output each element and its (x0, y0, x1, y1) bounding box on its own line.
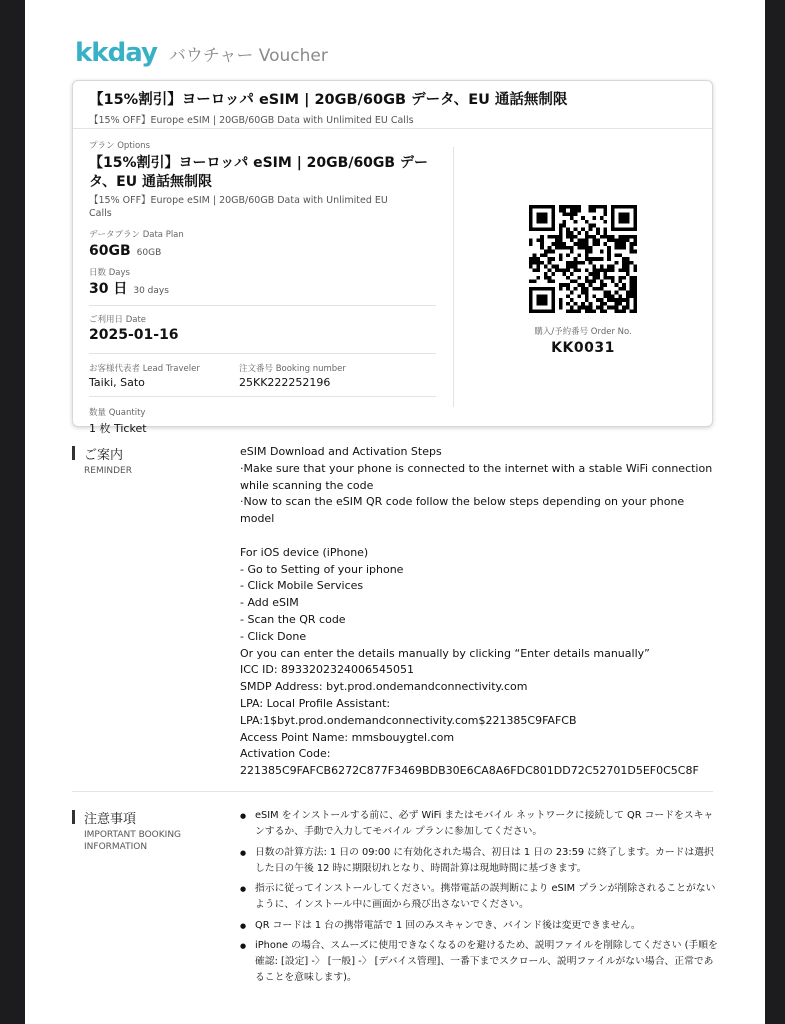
product-subtitle: 【15% OFF】Europe eSIM | 20GB/60GB Data with Unlimited EU Calls (89, 115, 414, 126)
days-unit: 30 days (133, 286, 169, 296)
section-divider (72, 791, 713, 792)
reminder-text: eSIM Download and Activation Steps ·Make sure that your phone is connected to the internet with a stable WiFi connection while scanning the code ·Now to scan the eSIM QR code follow the below steps depending on your phone model For iOS device (iPhone) - Go to Setting of your iphone - Click Mobile Services - Add eSIM - Scan the QR code - Click Done Or you can enter the details manually by clicking “Enter details manually” ICC ID: 8933202324006545051 SMDP Address: byt.prod.ondemandconnectivity.com LPA: Local Profile Assistant: LPA:1$byt.prod.ondemandconnectivity.com$221385C9FAFCB Access Point Name: mmsbouygtel.com Activation Code: 221385C9FAFCB6272C877F3469BDB30E6CA8A6FDC801DD72C52701D5EF0C5C8F (240, 445, 713, 778)
list-item: ● iPhone の場合、スムーズに使用できなくなるのを避けるため、説明ファイルを削除してください (手順を確認: [設定] -〉 [一般] -〉 [デバイス管理]、一番下までスクロール、説明ファイルがない場合、正常であることを意味します)。 (240, 938, 720, 986)
reminder-section (72, 444, 713, 784)
column-separator (453, 147, 454, 407)
lead-traveler (89, 362, 239, 389)
plan-name-line1: 【15%割引】ヨーロッパ eSIM | 20GB/60GB デー (89, 155, 428, 171)
qr-block (528, 205, 638, 356)
kkday-logo: kkday (75, 38, 157, 68)
days-value: 30 日 (89, 281, 128, 297)
divider (89, 396, 436, 397)
data-plan-row (89, 242, 436, 261)
data-plan-value: 60GB (89, 243, 131, 259)
data-plan-label: データプラン Data Plan (89, 230, 184, 240)
booking-number-value: 25KK222252196 (239, 376, 331, 389)
plan-name-en (89, 194, 436, 220)
plan-name-line2: タ、EU 通話無制限 (89, 174, 212, 190)
plan-label: プラン Options (89, 141, 150, 151)
days-label: 日数 Days (89, 268, 130, 278)
important-info-list (240, 808, 720, 991)
data-plan-unit: 60GB (136, 248, 162, 258)
order-number-label: 購入/予約番号 Order No. (534, 327, 632, 337)
plan-name-en-line2: Calls (89, 208, 112, 219)
voucher-page (25, 0, 765, 1024)
quantity-label: 数量 Quantity (89, 408, 146, 418)
voucher-heading: バウチャー Voucher (168, 46, 328, 66)
lead-traveler-value: Taiki, Sato (89, 376, 145, 389)
voucher-header (75, 38, 328, 70)
list-item: ● 指示に従ってインストールしてください。携帯電話の誤判断により eSIM プランが削除されることがないように、インストール中に画面から飛び出さないでください。 (240, 881, 720, 913)
divider (89, 305, 436, 306)
product-title-block (73, 81, 712, 129)
plan-name-en-line1: 【15% OFF】Europe eSIM | 20GB/60GB Data with Unlimited EU (89, 195, 388, 206)
list-item: ● 日数の計算方法: 1 日の 09:00 に有効化された場合、初日は 1 日の 23:59 に終了します。カードは選択した日の午後 12 時に期限切れとなり、時間計算は現地時間に基づきます。 (240, 845, 720, 877)
days-row (89, 280, 436, 299)
order-number-value: KK0031 (551, 340, 615, 356)
list-item: ● eSIM をインストールする前に、必ず WiFi またはモバイル ネットワークに接続して QR コードをスキャンするか、手動で入力してモバイル プランに参加してください。 (240, 808, 720, 840)
important-info-title: 注意事項 (84, 812, 137, 827)
important-info-title-en: IMPORTANT BOOKING INFORMATION (84, 830, 182, 852)
traveler-booking-row (89, 362, 436, 389)
divider (89, 353, 436, 354)
voucher-details (89, 139, 436, 436)
quantity-unit: 枚 Ticket (99, 422, 147, 435)
reminder-title: ご案内 (84, 448, 124, 463)
plan-name (89, 154, 436, 192)
booking-number (239, 362, 346, 389)
section-marker (72, 810, 75, 824)
lead-traveler-label: お客様代表者 Lead Traveler (89, 364, 200, 374)
product-title: 【15%割引】ヨーロッパ eSIM | 20GB/60GB データ、EU 通話無制限 (89, 92, 568, 108)
list-item: ● QR コードは 1 台の携帯電話で 1 回のみスキャンでき、バインド後は変更できません。 (240, 918, 720, 934)
quantity-row (89, 420, 436, 436)
quantity-value: 1 (89, 422, 96, 435)
section-marker (72, 446, 75, 460)
date-label: ご利用日 Date (89, 315, 147, 325)
booking-number-label: 注文番号 Booking number (239, 364, 346, 374)
qr-code-image (529, 205, 637, 313)
voucher-card (72, 80, 713, 435)
reminder-title-en: REMINDER (84, 466, 132, 476)
date-value: 2025-01-16 (89, 327, 179, 343)
important-info-section (72, 808, 718, 1018)
